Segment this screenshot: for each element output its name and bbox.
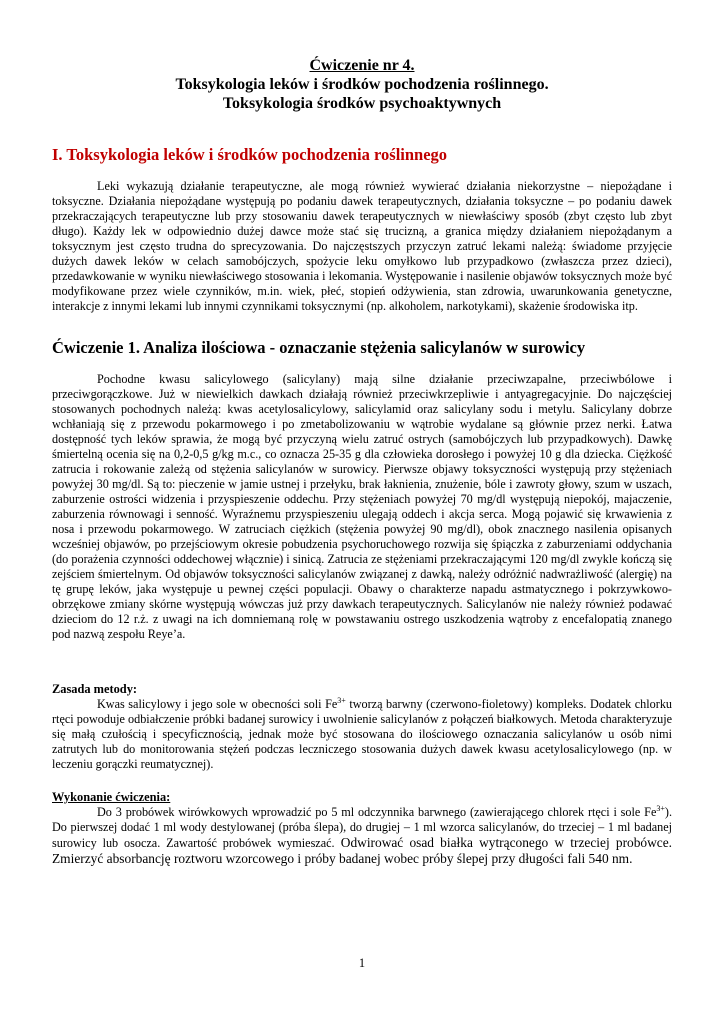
section-1-heading: I. Toksykologia leków i środków pochodzenia roślinnego bbox=[52, 145, 448, 164]
section-1-paragraph: Leki wykazują działanie terapeutyczne, ale mogą również wywierać działania niekorzystne – niepożądane i toksyczne. Działania niepożądane występują po podaniu dawek terapeutycznych, działania toksyczne – po podaniu dawek przekraczających terapeutyczne lub przy stosowaniu dawek terapeutycznych w niewłaściwy sposób (zbyt często lub zbyt długo). Każdy lek w odpowiednio dużej dawce może stać się trucizną, a granica między działaniem niepożądanym a toksycznym jest często trudna do sprecyzowania. Do najczęstszych przyczyn zatruć lekami należą: świadome przyjęcie dużych dawek leków w celach samobójczych, spożycie leku omyłkowo lub przypadkowo (zwłaszcza przez dzieci), przedawkowanie w wyniku niewłaściwego stosowania i lekomania. Występowanie i nasilenie objawów toksycznych może być modyfikowane przez wiele czynników, m.in. wiek, płeć, stopień odżywienia, stan zdrowia, uwarunkowania genetyczne, interakcje z innymi lekami lub innymi czynnikami toksycznymi (np. alkoholem, narkotykami), skażenie środowiska itp. bbox=[52, 179, 672, 313]
method-paragraph: Kwas salicylowy i jego sole w obecności soli $Fe^{3+}$ tworzą barwny (czerwono-fioletowy) kompleks. Dodatek chlorku rtęci powoduje odbiałczenie próbki badanej surowicy i uwolnienie salicylanów z połączeń białkowych. Metoda charakteryzuje się małą czułością i specyficznością, jednak może być stosowana do ilościowego oznaczania salicylanów u osób nimi zatrutych lub do monitorowania stężeń podczas leczniczego stosowania dużych dawek kwasu acetylosalicylowego (np. w leczeniu gorączki reumatycznej). bbox=[52, 695, 673, 771]
title-line-3: Toksykologia środków psychoaktywnych bbox=[222, 95, 502, 112]
title-line-2: Toksykologia leków i środków pochodzenia roślinnego. bbox=[175, 76, 549, 93]
document-page bbox=[52, 56, 672, 867]
exercise-number: Ćwiczenie nr 4. bbox=[309, 57, 415, 74]
method-heading: Zasada metody: bbox=[52, 682, 138, 696]
execution-paragraph: Do 3 probówek wirówkowych wprowadzić po 5 ml odczynnika barwnego (zawierającego chlorek rtęci i sole $Fe^{3+}$). Do pierwszej dodać 1 ml wody destylowanej (próba ślepa), do drugiej – 1 ml wzorca salicylanów, do trzeciej – 1 ml badanej surowicy lub osocza. Zawartość probówek wymieszać. Odwirować osad białka wytrąconego w trzeciej probówce. Zmierzyć absorbancję roztworu wzorcowego i próby badanej wobec próby ślepej przy długości fali 540 nm. bbox=[52, 803, 673, 866]
section-2-paragraph: Pochodne kwasu salicylowego (salicylany) mają silne działanie przeciwzapalne, przeciwbólowe i przeciwgorączkowe. Już w niewielkich dawkach działają również przeciwkrzepliwie i antyagregacyjnie. Do najczęściej stosowanych pochodnych należą: kwas acetylosalicylowy, salicylamid oraz salicylany sodu i metylu. Salicylany dobrze wchłaniają się z przewodu pokarmowego i po zmetabolizowaniu w wątrobie wydalane są głównie przez nerki. Łatwa dostępność tych leków sprawia, że mogą być przyczyną wielu zatruć ostrych (samobójczych lub przypadkowych). Dawkę śmiertelną ocenia się na 0,2-0,5 g/kg m.c., co oznacza 25-35 g dla człowieka dorosłego i powyżej 10 g dla dziecka. Ciężkość zatrucia i rokowanie zależą od stężenia salicylanów w surowicy. Pierwsze objawy toksyczności występują przy stężeniach powyżej 30 mg/dl. Są to: pieczenie w jamie ustnej i przełyku, brak łaknienia, znużenie, bóle i zawroty głowy, szum w uszach, zaburzenie ostrości widzenia i przyspieszenie oddechu. Przy stężeniach powyżej 70 mg/dl występują niepokój, majaczenie, zaburzenia równowagi i senność. Wyraźnemu przyspieszeniu ulegają oddech i akcja serca. Mogą pojawić się krwawienia z nosa i przewodu pokarmowego. W zatruciach ciężkich (stężenia powyżej 90 mg/dl), obok znacznego nasilenia opisanych wcześniej objawów, po przejściowym okresie pobudzenia psychoruchowego rozwija się śpiączka z zaburzeniami oddychania (do porażenia czynności oddechowej włącznie) i sinicą. Zatrucia ze stężeniami przekraczającymi 120 mg/dl zwykle kończą się zejściem śmiertelnym. Od objawów toksyczności salicylanów związanej z dawką, należy odróżnić nadwrażliwość (alergię) na tę grupę leków, jaka występuje u pewnej części populacji. Obawy o charakterze napadu astmatycznego i pokrzywkowo-obrzękowe zmiany skórne występują wówczas już przy dawkach terapeutycznych. Salicylanów nie należy również podawać dzieciom do 12 r.ż. z uwagi na ich domniemaną rolę w powstawaniu ostrego uszkodzenia wątroby z encefalopatią znanego pod nazwą zespołu Reye’a. bbox=[52, 372, 672, 641]
section-2-heading: Ćwiczenie 1. Analiza ilościowa - oznaczanie stężenia salicylanów w surowicy bbox=[52, 338, 586, 357]
execution-heading: Wykonanie ćwiczenia: bbox=[52, 790, 171, 804]
page-number: 1 bbox=[358, 956, 366, 970]
document-title bbox=[52, 56, 672, 113]
